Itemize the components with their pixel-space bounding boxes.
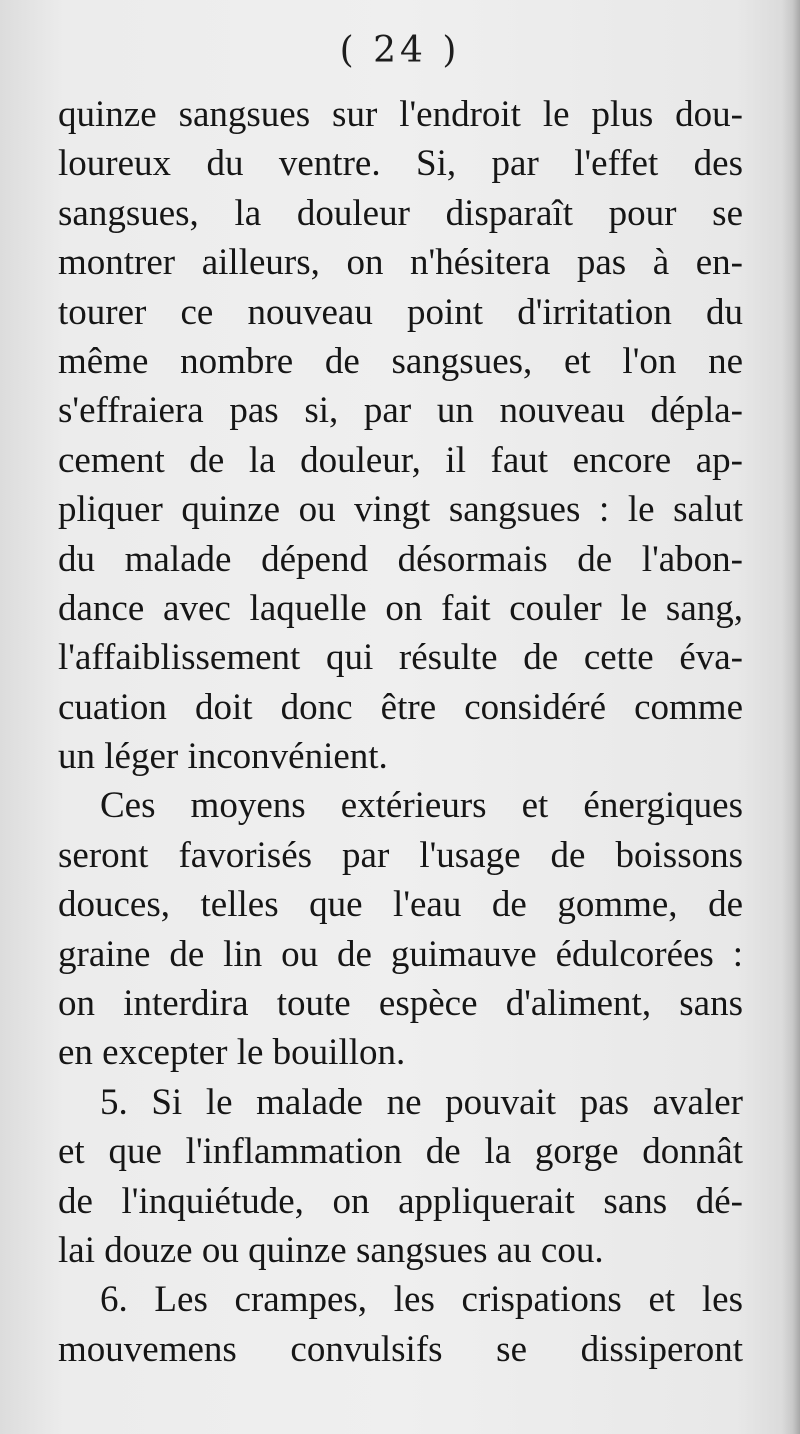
text-line: et que l'inflammation de la gorge donnât [58, 1131, 743, 1173]
text-line: mouvemens convulsifs se dissiperont [58, 1328, 743, 1370]
text-line: seront favorisés par l'usage de boissons [58, 834, 743, 876]
text-line: on interdira toute espèce d'aliment, sans [58, 983, 743, 1025]
text-line: lai douze ou quinze sangsues au cou. [58, 1229, 604, 1271]
text-line: douces, telles que l'eau de gomme, de [58, 884, 743, 926]
text-line: Ces moyens extérieurs et énergiques [100, 785, 743, 827]
text-line: loureux du ventre. Si, par l'effet des [58, 143, 743, 185]
text-line: cement de la douleur, il faut encore ap- [58, 439, 743, 481]
text-line: cuation doit donc être considéré comme [58, 686, 743, 728]
body-text [58, 90, 743, 1374]
text-line: tourer ce nouveau point d'irritation du [58, 291, 743, 333]
text-line: du malade dépend désormais de l'abon- [58, 538, 743, 580]
text-line: de l'inquiétude, on appliquerait sans dé- [58, 1180, 743, 1222]
text-line: 5. Si le malade ne pouvait pas avaler [100, 1081, 743, 1123]
text-line: 6. Les crampes, les crispations et les [100, 1279, 743, 1321]
page-edge-shadow [782, 0, 800, 1434]
text-line: s'effraiera pas si, par un nouveau dépla- [58, 390, 743, 432]
text-line: en excepter le bouillon. [58, 1032, 406, 1074]
text-line: même nombre de sangsues, et l'on ne [58, 340, 743, 382]
text-line: dance avec laquelle on fait couler le sang, [58, 587, 743, 629]
page-number: ( 24 ) [339, 30, 461, 71]
text-line: un léger inconvénient. [58, 736, 388, 778]
text-line: graine de lin ou de guimauve édulcorées : [58, 933, 743, 975]
text-line: l'affaiblissement qui résulte de cette éva- [58, 637, 743, 679]
text-line: sangsues, la douleur disparaît pour se [58, 192, 743, 234]
text-line: pliquer quinze ou vingt sangsues : le salut [58, 489, 743, 531]
text-line: quinze sangsues sur l'endroit le plus dou- [58, 94, 743, 135]
text-line: montrer ailleurs, on n'hésitera pas à en- [58, 242, 743, 284]
